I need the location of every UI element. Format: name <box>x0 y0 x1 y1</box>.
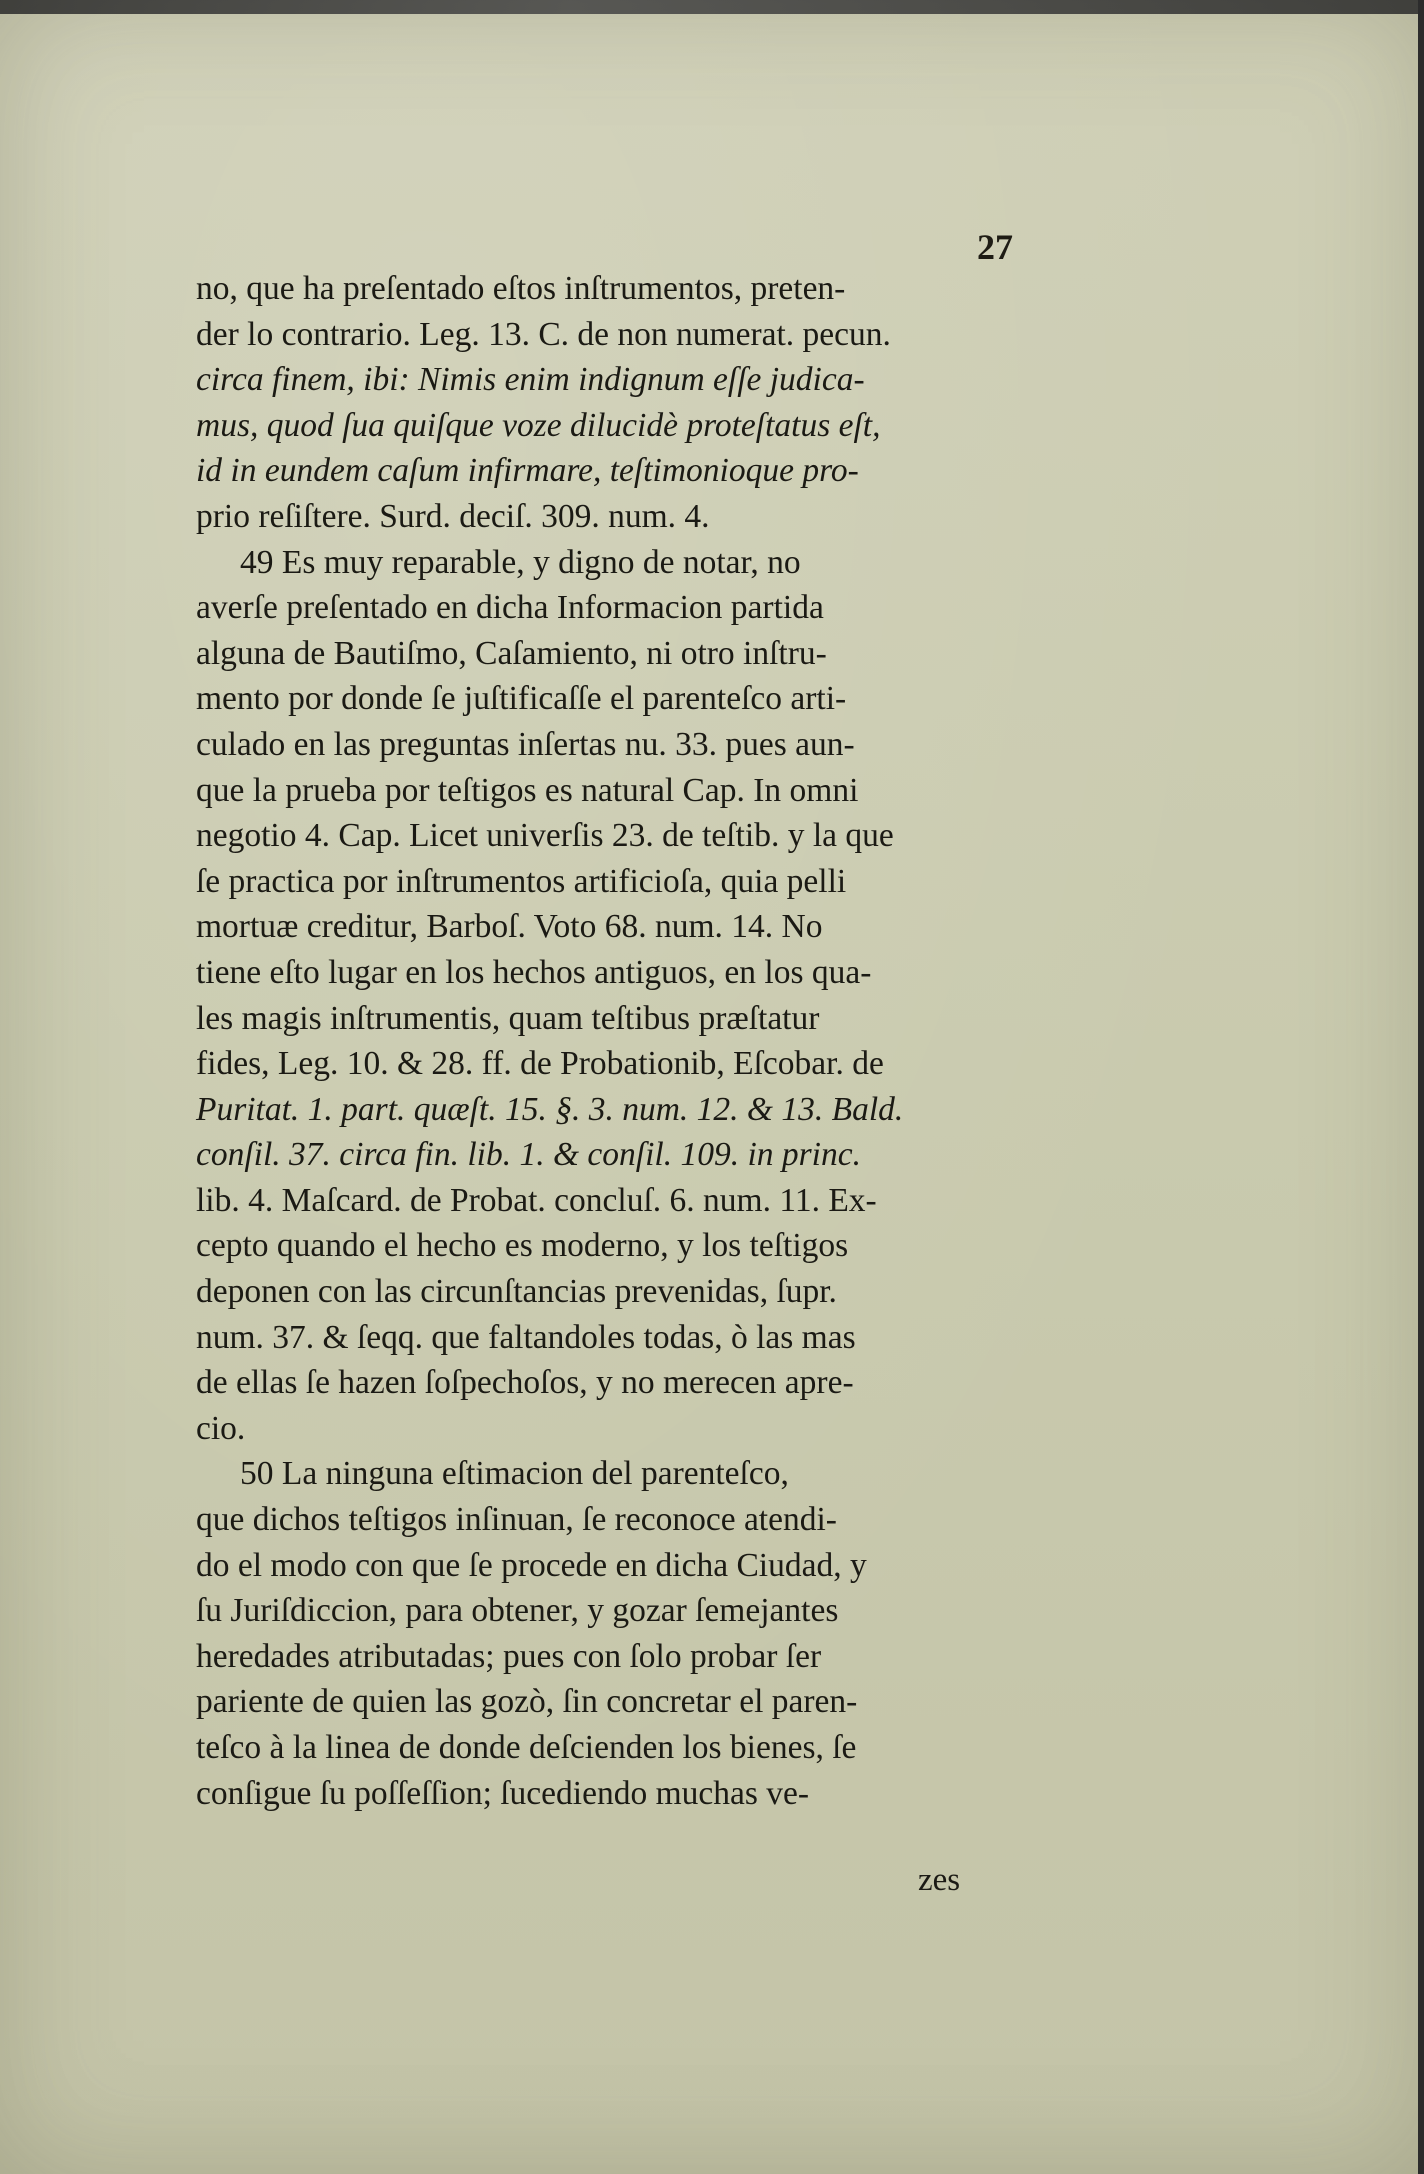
scan-edge-right <box>1418 0 1424 2174</box>
text-line: cio. <box>196 1409 246 1447</box>
text-line: circa finem, ibi: Nimis enim indignum eſſe judica- <box>196 361 865 399</box>
text-line: de ellas ſe hazen ſoſpechoſos, y no merecen apre- <box>196 1364 854 1402</box>
text-line: der lo contrario. Leg. 13. C. de non numerat. pecun. <box>196 315 891 353</box>
page-number: 27 <box>977 227 1013 267</box>
text-line: que dichos teſtigos inſinuan, ſe reconoce atendi- <box>196 1501 837 1539</box>
text-line: mento por donde ſe juſtificaſſe el parenteſco arti- <box>196 680 847 718</box>
text-line: les magis inſtrumentis, quam teſtibus præſtatur <box>196 999 820 1037</box>
text-line: ſu Juriſdiccion, para obtener, y gozar ſemejantes <box>196 1592 839 1630</box>
text-line: fides, Leg. 10. & 28. ff. de Probationib, Eſcobar. de <box>196 1045 884 1083</box>
text-line: id in eundem caſum infirmare, teſtimonioque pro- <box>196 452 859 490</box>
text-line: negotio 4. Cap. Licet univerſis 23. de teſtib. y la que <box>196 817 894 855</box>
text-line: averſe preſentado en dicha Informacion partida <box>196 589 824 627</box>
text-line: no, que ha preſentado eſtos inſtrumentos, preten- <box>196 270 846 307</box>
text-line: num. 37. & ſeqq. que faltandoles todas, ò las mas <box>196 1318 856 1356</box>
paragraph-49-start: 49 Es muy reparable, y digno de notar, no <box>240 543 801 581</box>
text-line: lib. 4. Maſcard. de Probat. concluſ. 6. num. 11. Ex- <box>196 1181 877 1219</box>
body-text <box>196 266 1046 1816</box>
catchword: zes <box>918 1862 961 1898</box>
text-line: tiene eſto lugar en los hechos antiguos, en los qua- <box>196 953 872 991</box>
text-line: conſil. 37. circa fin. lib. 1. & conſil. 109. in princ. <box>196 1136 861 1174</box>
text-line: deponen con las circunſtancias prevenidas, ſupr. <box>196 1273 837 1311</box>
text-line: alguna de Bautiſmo, Caſamiento, ni otro inſtru- <box>196 634 827 672</box>
text-line: que la prueba por teſtigos es natural Cap. In omni <box>196 771 859 809</box>
text-line: conſigue ſu poſſeſſion; ſucediendo muchas ve- <box>196 1774 810 1812</box>
text-line: cepto quando el hecho es moderno, y los teſtigos <box>196 1227 849 1265</box>
text-line: ſe practica por inſtrumentos artificioſa, quia pelli <box>196 862 847 900</box>
paragraph-50-start: 50 La ninguna eſtimacion del parenteſco, <box>240 1455 789 1493</box>
text-line: pariente de quien las gozò, ſin concretar el paren- <box>196 1683 858 1721</box>
text-line: do el modo con que ſe procede en dicha Ciudad, y <box>196 1546 867 1584</box>
scan-edge-top <box>0 0 1424 14</box>
text-line: Puritat. 1. part. quæſt. 15. §. 3. num. 12. & 13. Bald. <box>196 1090 904 1128</box>
text-line: prio reſiſtere. Surd. deciſ. 309. num. 4. <box>196 497 710 535</box>
text-line: mus, quod ſua quiſque voze dilucidè proteſtatus eſt, <box>196 406 881 444</box>
text-line: teſco à la linea de donde deſcienden los bienes, ſe <box>196 1729 857 1766</box>
text-line: culado en las preguntas inſertas nu. 33. pues aun- <box>196 725 855 763</box>
text-line: mortuæ creditur, Barboſ. Voto 68. num. 14. No <box>196 908 823 946</box>
text-line: heredades atributadas; pues con ſolo probar ſer <box>196 1637 822 1675</box>
